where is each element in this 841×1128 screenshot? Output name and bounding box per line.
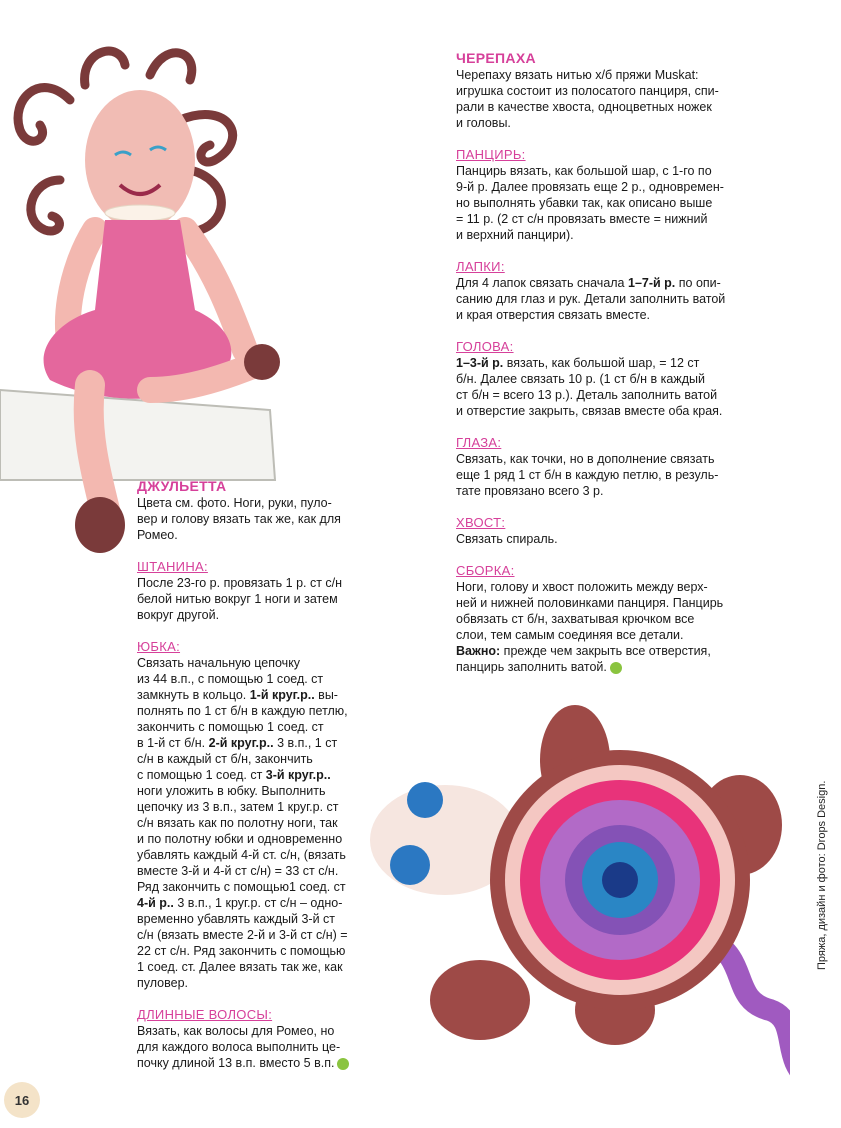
pants-section [137, 559, 375, 623]
text-line: ней и нижней половинками панциря. Панцирь [456, 596, 724, 610]
text-line: цепочку из 3 в.п., затем 1 круг.р. ст [137, 800, 339, 814]
head-text [456, 355, 786, 419]
credits: Пряжа, дизайн и фото: Drops Design. [816, 780, 828, 970]
text-line: игрушка состоит из полосатого панциря, спи- [456, 84, 719, 98]
end-mark-icon [610, 662, 622, 674]
turtle-photo [370, 700, 790, 1110]
text-line: пуловер. [137, 976, 189, 990]
skirt-section [137, 639, 375, 991]
end-mark-icon [337, 1058, 349, 1070]
text-line: Панцирь вязать, как большой шар, с 1-го по [456, 164, 712, 178]
text-line: с/н (вязать вместе 2-й и 3-й ст с/н) = [137, 928, 348, 942]
text-line: санию для глаз и рук. Детали заполнить ватой [456, 292, 726, 306]
hair-title: ДЛИННЫЕ ВОЛОСЫ: [137, 1007, 273, 1022]
pants-title: ШТАНИНА: [137, 559, 208, 574]
assembly-section [456, 563, 786, 675]
text-line: тате провязано всего 3 р. [456, 484, 604, 498]
doll-instructions [137, 478, 375, 1087]
text-line: полнять по 1 ст б/н в каждую петлю, [137, 704, 348, 718]
juliet-text [137, 495, 375, 543]
shell-text [456, 163, 786, 243]
text-line: Важно: прежде чем закрыть все отверстия, [456, 644, 711, 658]
hair-text [137, 1023, 375, 1071]
text-line: 22 ст с/н. Ряд закончить с помощью [137, 944, 346, 958]
eyes-title: ГЛАЗА: [456, 435, 502, 450]
text-line: и по полотну юбки и одновременно [137, 832, 343, 846]
tail-text [456, 531, 786, 547]
text-line: 4-й р.. 3 в.п., 1 круг.р. ст с/н – одно- [137, 896, 343, 910]
turtle-text [456, 67, 786, 131]
text-line: Цвета см. фото. Ноги, руки, пуло- [137, 496, 332, 510]
text-line: 9-й р. Далее провязать еще 2 р., одновремен- [456, 180, 724, 194]
juliet-section [137, 478, 375, 543]
text-line: Связать, как точки, но в дополнение связать [456, 452, 715, 466]
text-line: закончить с помощью 1 соед. ст [137, 720, 324, 734]
paws-title: ЛАПКИ: [456, 259, 505, 274]
text-line: Для 4 лапок связать сначала 1–7-й р. по опи- [456, 276, 721, 290]
text-line: обвязать ст б/н, захватывая крючком все [456, 612, 695, 626]
head-title: ГОЛОВА: [456, 339, 514, 354]
turtle-section [456, 50, 786, 131]
text-line: и края отверстия связать вместе. [456, 308, 651, 322]
tail-section [456, 515, 786, 547]
eyes-text [456, 451, 786, 499]
paws-text [456, 275, 786, 323]
text-line: и головы. [456, 116, 511, 130]
text-line: вместе 3-й и 4-й ст с/н) = 33 ст с/н. [137, 864, 339, 878]
text-line: Черепаху вязать нитью х/б пряжи Muskat: [456, 68, 699, 82]
text-line: временно убавлять каждый 3-й ст [137, 912, 335, 926]
text-line: с помощью 1 соед. ст 3-й круг.р.. [137, 768, 331, 782]
turtle-instructions [456, 50, 786, 691]
text-line: и верхний панцири). [456, 228, 574, 242]
text-line: вер и голову вязать так же, как для [137, 512, 341, 526]
head-section [456, 339, 786, 419]
hair-section [137, 1007, 375, 1071]
text-line: Связать начальную цепочку [137, 656, 301, 670]
text-line: для каждого волоса выполнить це- [137, 1040, 341, 1054]
text-line: панцирь заполнить ватой. [456, 659, 786, 675]
tail-title: ХВОСТ: [456, 515, 506, 530]
text-line: слои, тем самым соединяя все детали. [456, 628, 684, 642]
text-line: Ромео. [137, 528, 178, 542]
text-line: убавлять каждый 4-й ст. с/н, (вязать [137, 848, 346, 862]
text-line: ст б/н = всего 13 р.). Деталь заполнить ватой [456, 388, 718, 402]
pants-text [137, 575, 375, 623]
text-line: ноги уложить в юбку. Выполнить [137, 784, 326, 798]
text-line: еще 1 ряд 1 ст б/н в каждую петлю, в резуль- [456, 468, 719, 482]
text-line: почку длиной 13 в.п. вместо 5 в.п. [137, 1055, 375, 1071]
text-line: белой нитью вокруг 1 ноги и затем [137, 592, 338, 606]
text-line: с/н в каждый ст б/н, закончить [137, 752, 313, 766]
text-line: вокруг другой. [137, 608, 220, 622]
text-line: в 1-й ст б/н. 2-й круг.р.. 3 в.п., 1 ст [137, 736, 338, 750]
shell-title: ПАНЦИРЬ: [456, 147, 526, 162]
eyes-section [456, 435, 786, 499]
shell-section [456, 147, 786, 243]
skirt-title: ЮБКА: [137, 639, 181, 654]
paws-section [456, 259, 786, 323]
text-line: Ряд закончить с помощью1 соед. ст [137, 880, 346, 894]
page-number: 16 [4, 1082, 40, 1118]
text-line: б/н. Далее связать 10 р. (1 ст б/н в каждый [456, 372, 705, 386]
text-line: с/н вязать как по полотну ноги, так [137, 816, 338, 830]
assembly-text [456, 579, 786, 675]
text-line: Связать спираль. [456, 532, 558, 546]
text-line: После 23-го р. провязать 1 р. ст с/н [137, 576, 343, 590]
text-line: = 11 р. (2 ст с/н провязать вместе = нижний [456, 212, 708, 226]
text-line: 1–3-й р. вязать, как большой шар, = 12 ст [456, 356, 700, 370]
juliet-title: ДЖУЛЬЕТТА [137, 478, 227, 494]
turtle-title: ЧЕРЕПАХА [456, 50, 536, 66]
shelf [0, 390, 275, 480]
text-line: из 44 в.п., с помощью 1 соед. ст [137, 672, 324, 686]
text-line: Ноги, голову и хвост положить между верх- [456, 580, 708, 594]
assembly-title: СБОРКА: [456, 563, 515, 578]
text-line: замкнуть в кольцо. 1-й круг.р.. вы- [137, 688, 338, 702]
skirt-text [137, 655, 375, 991]
text-line: но выполнять убавки так, как описано выше [456, 196, 713, 210]
text-line: и отверстие закрыть, связав вместе оба края. [456, 404, 723, 418]
text-line: рали в качестве хвоста, одноцветных ножек [456, 100, 712, 114]
text-line: 1 соед. ст. Далее вязать так же, как [137, 960, 343, 974]
text-line: Вязать, как волосы для Ромео, но [137, 1024, 335, 1038]
